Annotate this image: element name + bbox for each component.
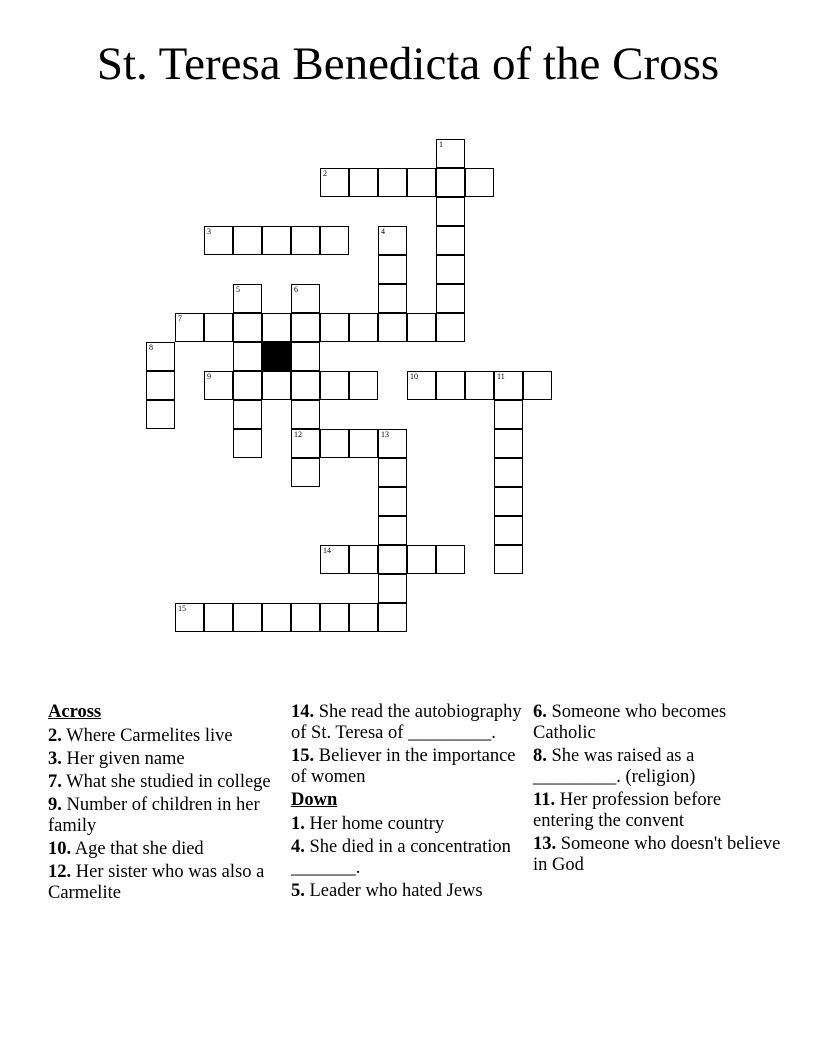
grid-cell[interactable] [378, 516, 407, 545]
grid-cell[interactable] [494, 516, 523, 545]
grid-cell[interactable] [349, 545, 378, 574]
grid-cell[interactable] [378, 313, 407, 342]
grid-cell[interactable] [291, 429, 320, 458]
grid-cell[interactable] [378, 255, 407, 284]
grid-cell[interactable] [494, 487, 523, 516]
down-clue-13: 13. Someone who doesn't believe in God [533, 834, 781, 875]
grid-cell[interactable] [320, 168, 349, 197]
clue-number: 6 [294, 285, 298, 294]
grid-cell[interactable] [233, 603, 262, 632]
across-clue-2: 2. Where Carmelites live [48, 726, 233, 746]
grid-cell[interactable] [436, 168, 465, 197]
down-clue-1: 1. Her home country [291, 814, 445, 834]
across-clue-12: 12. Her sister who was also a Carmelite [48, 862, 265, 903]
grid-cell[interactable] [494, 458, 523, 487]
grid-cell[interactable] [407, 168, 436, 197]
grid-cell[interactable] [320, 313, 349, 342]
grid-cell[interactable] [291, 400, 320, 429]
across-clue-3: 3. Her given name [48, 749, 185, 769]
grid-cell[interactable] [291, 284, 320, 313]
grid-cell[interactable] [378, 284, 407, 313]
grid-cell[interactable] [291, 458, 320, 487]
grid-cell[interactable] [436, 284, 465, 313]
grid-cell[interactable] [262, 313, 291, 342]
grid-cell[interactable] [436, 226, 465, 255]
across-clue-7: 7. What she studied in college [48, 772, 271, 792]
grid-cell[interactable] [378, 429, 407, 458]
grid-cell[interactable] [291, 371, 320, 400]
across-clue-15: 15. Believer in the importance of women [291, 746, 516, 787]
grid-cell[interactable] [523, 371, 552, 400]
clue-number: 4 [381, 227, 385, 236]
grid-cell[interactable] [262, 226, 291, 255]
grid-cell[interactable] [204, 603, 233, 632]
puzzle-title: St. Teresa Benedicta of the Cross [96, 38, 720, 90]
grid-cell[interactable] [175, 313, 204, 342]
grid-cell[interactable] [349, 429, 378, 458]
grid-cell[interactable] [407, 371, 436, 400]
grid-cell[interactable] [349, 603, 378, 632]
grid-cell[interactable] [436, 545, 465, 574]
grid-cell[interactable] [407, 313, 436, 342]
clues-column-2 [291, 702, 527, 904]
grid-cell[interactable] [436, 371, 465, 400]
clue-number: 12 [294, 430, 302, 439]
across-clue-10: 10. Age that she died [48, 839, 204, 859]
grid-cell[interactable] [233, 429, 262, 458]
clue-number: 1 [439, 140, 443, 149]
grid-cell[interactable] [407, 545, 436, 574]
grid-cell[interactable] [291, 313, 320, 342]
grid-cell[interactable] [233, 342, 262, 371]
grid-cell[interactable] [436, 255, 465, 284]
grid-cell[interactable] [320, 371, 349, 400]
grid-cell[interactable] [146, 342, 175, 371]
clue-number: 8 [149, 343, 153, 352]
grid-cell[interactable] [204, 313, 233, 342]
down-clue-11: 11. Her profession before entering the convent [533, 790, 722, 831]
down-clue-6: 6. Someone who becomes Catholic [533, 702, 727, 743]
grid-cell[interactable] [233, 400, 262, 429]
grid-cell[interactable] [146, 400, 175, 429]
grid-cell[interactable] [378, 458, 407, 487]
clues-column-1 [48, 702, 284, 906]
grid-cell[interactable] [494, 429, 523, 458]
clue-number: 15 [178, 604, 186, 613]
across-heading: Across [48, 702, 102, 722]
down-clue-8: 8. She was raised as a _________. (religion) [533, 746, 696, 787]
grid-cell[interactable] [349, 313, 378, 342]
grid-cell[interactable] [378, 603, 407, 632]
across-clue-14: 14. She read the autobiography of St. Teresa of _________. [291, 702, 522, 743]
grid-cell[interactable] [465, 371, 494, 400]
grid-cell[interactable] [262, 371, 291, 400]
grid-cell[interactable] [320, 226, 349, 255]
grid-cell[interactable] [349, 168, 378, 197]
clue-number: 7 [178, 314, 182, 323]
grid-block [262, 342, 291, 371]
across-clue-9: 9. Number of children in her family [48, 795, 260, 836]
grid-cell[interactable] [291, 603, 320, 632]
clues-column-3 [533, 702, 783, 878]
grid-cell[interactable] [291, 342, 320, 371]
clue-number: 14 [323, 546, 331, 555]
grid-cell[interactable] [291, 226, 320, 255]
grid-cell[interactable] [436, 197, 465, 226]
grid-cell[interactable] [262, 603, 291, 632]
grid-cell[interactable] [233, 284, 262, 313]
grid-cell[interactable] [378, 487, 407, 516]
grid-cell[interactable] [494, 371, 523, 400]
grid-cell[interactable] [494, 400, 523, 429]
grid-cell[interactable] [349, 371, 378, 400]
grid-cell[interactable] [378, 226, 407, 255]
grid-cell[interactable] [204, 371, 233, 400]
grid-cell[interactable] [378, 574, 407, 603]
grid-cell[interactable] [204, 226, 233, 255]
clue-number: 5 [236, 285, 240, 294]
grid-cell[interactable] [320, 429, 349, 458]
grid-cell[interactable] [320, 545, 349, 574]
grid-cell[interactable] [494, 545, 523, 574]
clue-number: 11 [497, 372, 505, 381]
grid-cell[interactable] [378, 545, 407, 574]
clue-number: 2 [323, 169, 327, 178]
grid-cell[interactable] [436, 139, 465, 168]
grid-cell[interactable] [146, 371, 175, 400]
grid-cell[interactable] [233, 313, 262, 342]
clue-number: 10 [410, 372, 418, 381]
clue-number: 9 [207, 372, 211, 381]
down-clue-5: 5. Leader who hated Jews [291, 881, 483, 901]
grid-cell[interactable] [465, 168, 494, 197]
down-clue-4: 4. She died in a concentration _______. [291, 837, 511, 878]
clue-number: 13 [381, 430, 389, 439]
grid-cell[interactable] [436, 313, 465, 342]
clue-number: 3 [207, 227, 211, 236]
grid-cell[interactable] [233, 371, 262, 400]
grid-cell[interactable] [233, 226, 262, 255]
grid-cell[interactable] [320, 603, 349, 632]
down-heading: Down [291, 790, 338, 810]
grid-cell[interactable] [378, 168, 407, 197]
grid-cell[interactable] [175, 603, 204, 632]
